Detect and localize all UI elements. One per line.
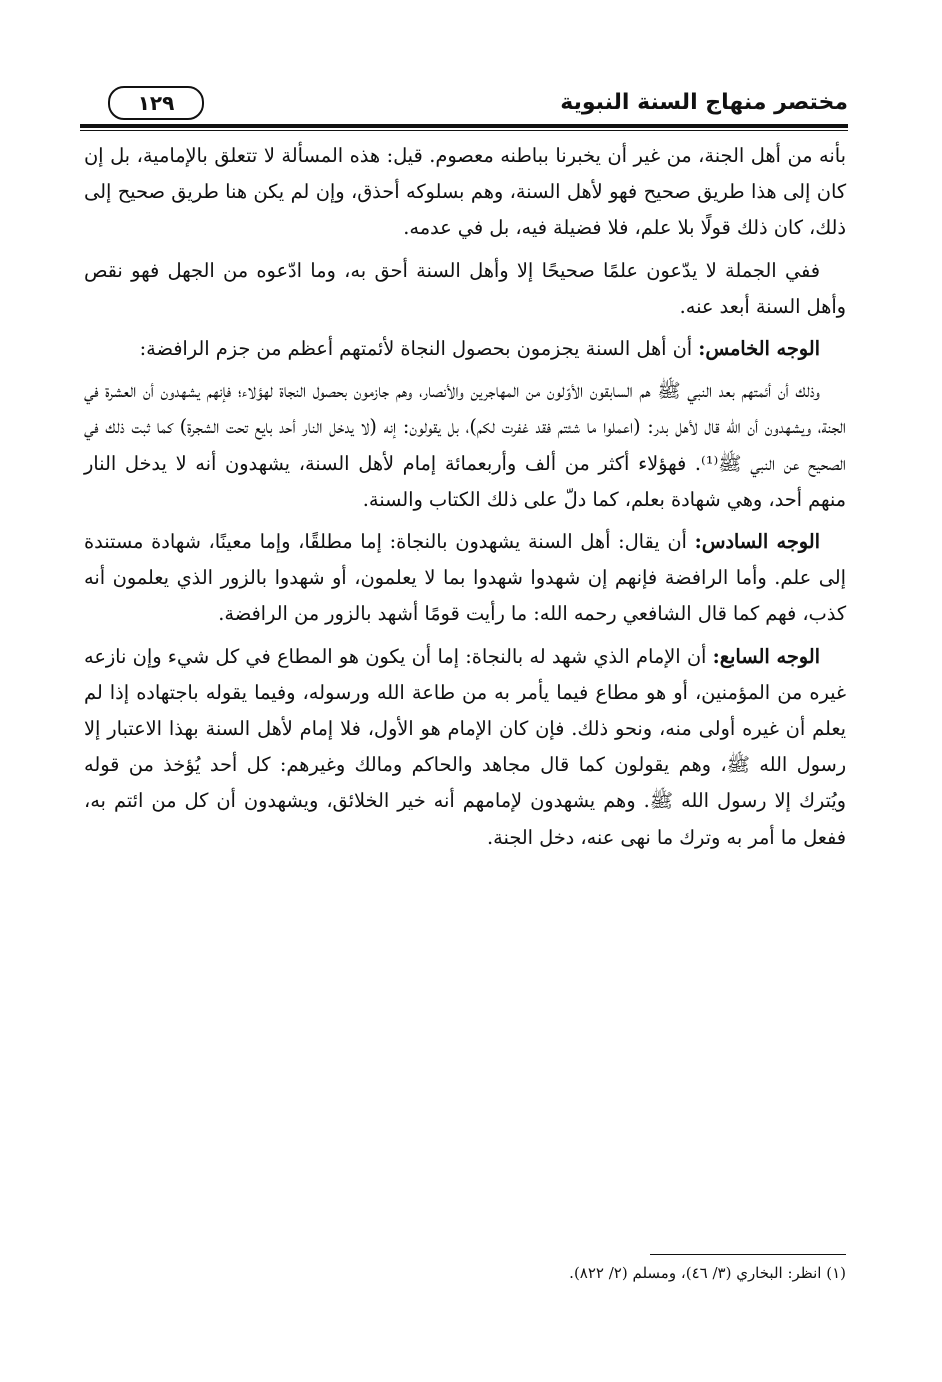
paragraph (84, 138, 846, 247)
paragraph-text: أن يقال: أهل السنة يشهدون بالنجاة: إما مطلقًا، وإما معينًا، شهادة مستندة إلى علم. وأما الرافضة فإنهم إن شهدوا شهدوا بما لا يعلمون، أو شهدوا بالزور الذي يعلمون أنه كذب، فهم كما قال الشافعي رحمه الله: ما رأيت قومًا أشهد بالزور من الرافضة. (84, 530, 846, 626)
paragraph-text: أن الإمام الذي شهد له بالنجاة: إما أن يكون هو المطاع في كل شيء وإن نازعه غيره من المؤمنين، أو هو مطاع فيما يأمر به من طاعة الله ورسوله، وفيما يقوله باجتهاده إذا لم يعلم أن غيره أولى منه، ونحو ذلك. فإن كان الإمام هو الأول، فلا إمام لأهل السنة بهذا الاعتبار إلا رسول الله ﷺ، وهم يقولون كما قال مجاهد والحاكم ومالك وغيرهم: كل أحد يُؤخذ من قوله ويُترك إلا رسول الله ﷺ. وهم يشهدون لإمامهم أنه خير الخلائق، ويشهدون أن كل من ائتم به، ففعل ما أمر به وترك ما نهى عنه، دخل الجنة. (84, 644, 846, 849)
paragraph-lead: الوجه الخامس: (698, 337, 820, 361)
paragraph (84, 639, 846, 856)
footnote: (١) انظر: البخاري (٣/ ٤٦)، ومسلم (٢/ ٨٢٢). (569, 1264, 846, 1282)
book-title: مختصر منهاج السنة النبوية (560, 90, 848, 115)
paragraph-lead: الوجه السابع: (712, 644, 821, 668)
main-text (84, 138, 846, 862)
paragraph-lead: الوجه السادس: (694, 530, 820, 554)
header-rule-thick (80, 124, 848, 128)
paragraph (84, 253, 846, 325)
page-number-badge: ١٢٩ (108, 86, 204, 120)
page-header (80, 80, 848, 124)
paragraph-text: أن أهل السنة يجزمون بحصول النجاة لأئمتهم أعظم من جزم الرافضة: (139, 337, 699, 361)
paragraph (84, 524, 846, 633)
footnote-separator (650, 1254, 846, 1255)
paragraph-text: وذلك أن أئمتهم بعد النبي ﷺ هم السابقون الأوّلون من المهاجرين والأنصار، وهم جازمون بحصول النجاة لهؤلاء؛ فإنهم يشهدون أن العشرة في الجنة، ويشهدون أن الله قال لأهل بدر: (اعملوا ما شئتم فقد غفرت لكم)، بل يقولون: إنه (لا يدخل النار أحد بايع تحت الشجرة) كما ثبت ذلك في الصحيح عن النبي ﷺ⁽¹⁾. فهؤلاء أكثر من ألف وأربعمائة إمام لأهل السنة، يشهدون أنه لا يدخل النار منهم أحد، وهي شهادة بعلم، كما دلّ على ذلك الكتاب والسنة. (84, 379, 846, 511)
paragraph (84, 373, 846, 518)
paragraph-text: ففي الجملة لا يدّعون علمًا صحيحًا إلا وأهل السنة أحق به، وما ادّعوه من الجهل فهو نقص وأهل السنة أبعد عنه. (84, 258, 846, 318)
paragraph-text: بأنه من أهل الجنة، من غير أن يخبرنا بباطنه معصوم. قيل: هذه المسألة لا تتعلق بالإمامية، بل إن كان إلى هذا طريق صحيح فهو لأهل السنة، وهم بسلوكه أحذق، وإن لم يكن هنا طريق صحيح إلى ذلك، كان ذلك قولًا بلا علم، فلا فضيلة فيه، بل في عدمه. (84, 144, 846, 240)
header-rule-thin (80, 130, 848, 131)
paragraph (84, 331, 846, 367)
